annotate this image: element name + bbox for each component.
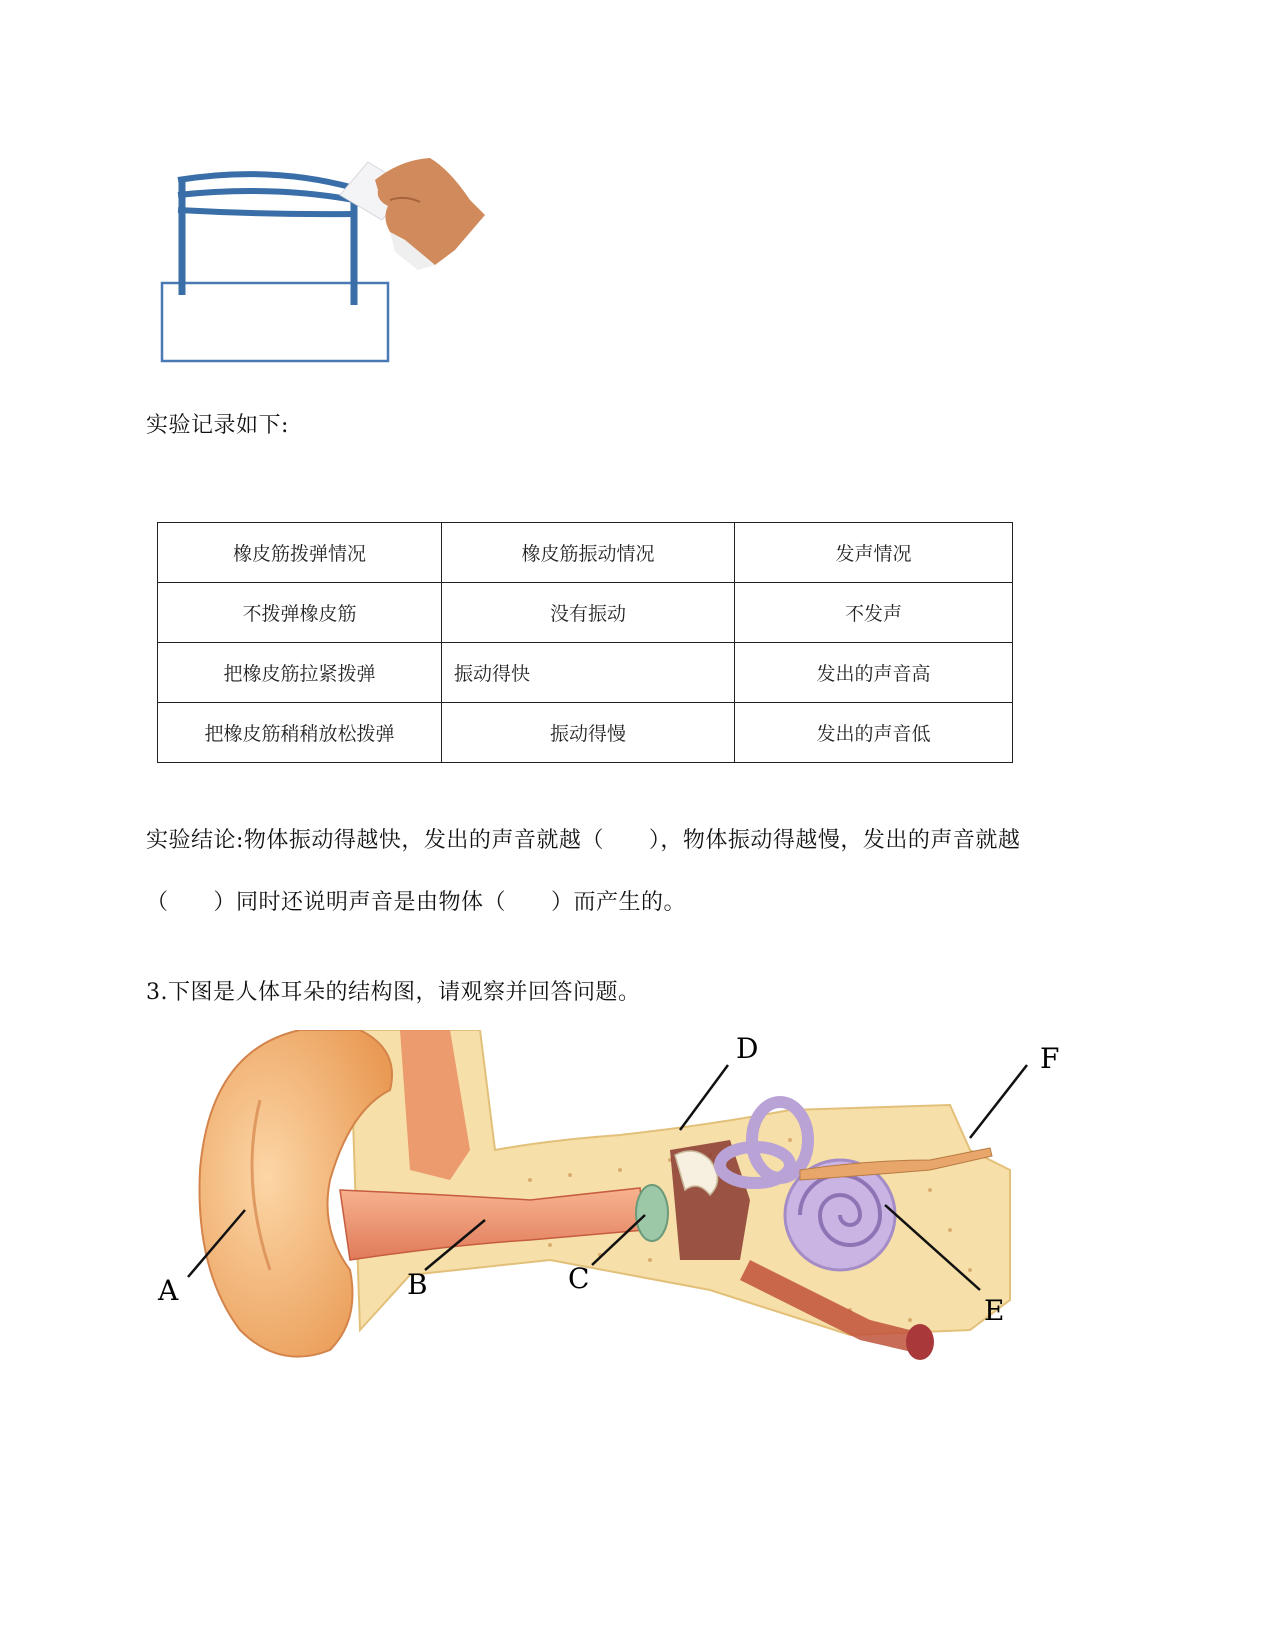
table-row <box>158 583 1013 643</box>
rubber-band-1 <box>178 174 354 188</box>
label-b: B <box>407 1268 428 1301</box>
conclusion-line-1: 实验结论:物体振动得越快，发出的声音就越（ ），物体振动得越慢，发出的声音就越 <box>146 828 1021 853</box>
rubber-band-apparatus-illustration <box>150 140 490 365</box>
header-cell: 橡皮筋振动情况 <box>442 523 735 583</box>
intro-label: 实验记录如下: <box>146 413 289 438</box>
table-row <box>158 703 1013 763</box>
table-cell: 不发声 <box>735 583 1013 643</box>
table-cell: 把橡皮筋拉紧拨弹 <box>158 643 442 703</box>
table-cell: 把橡皮筋稍稍放松拨弹 <box>158 703 442 763</box>
table-cell: 振动得快 <box>442 643 735 703</box>
table-cell: 振动得慢 <box>442 703 735 763</box>
table-cell: 发出的声音低 <box>735 703 1013 763</box>
table-cell: 没有振动 <box>442 583 735 643</box>
experiment-record-table <box>157 522 1013 763</box>
table-row <box>158 643 1013 703</box>
table-cell: 发出的声音高 <box>735 643 1013 703</box>
hand-icon <box>340 158 485 270</box>
label-f: F <box>1040 1042 1060 1075</box>
rubber-band-3 <box>178 210 356 214</box>
eardrum <box>636 1185 668 1241</box>
question-3: 3.下图是人体耳朵的结构图，请观察并回答问题。 <box>146 980 641 1005</box>
header-cell: 发声情况 <box>735 523 1013 583</box>
header-cell: 橡皮筋拨弹情况 <box>158 523 442 583</box>
conclusion-line-2: （ ）同时还说明声音是由物体（ ）而产生的。 <box>146 890 687 915</box>
rubber-band-2 <box>178 191 354 200</box>
label-a: A <box>158 1274 179 1307</box>
table-cell: 不拨弹橡皮筋 <box>158 583 442 643</box>
label-e: E <box>984 1294 1005 1327</box>
ear-structure-diagram <box>150 1030 1120 1400</box>
label-d: D <box>736 1032 759 1065</box>
label-c: C <box>568 1262 590 1295</box>
table-header-row <box>158 523 1013 583</box>
